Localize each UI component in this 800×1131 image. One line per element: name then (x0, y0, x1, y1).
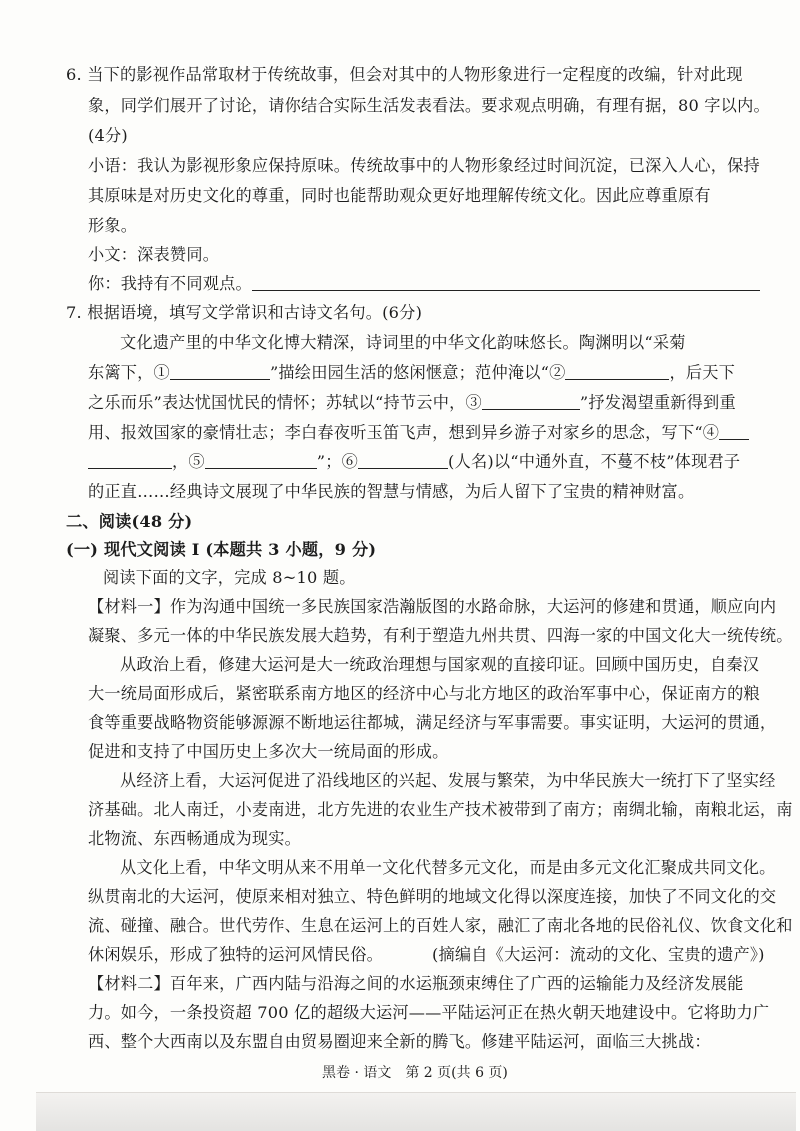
material1-p2-line2: 大一统局面形成后，紧密联系南方地区的经济中心与北方地区的政治军事中心，保证南方的粮 (88, 684, 760, 703)
q7-title: 7. 根据语境，填写文学常识和古诗文名句。(6分) (66, 303, 423, 322)
scan-edge (36, 1092, 796, 1131)
q6-score: (4分) (88, 126, 128, 145)
subsection-heading: (一) 现代文阅读 I (本题共 3 小题，9 分) (66, 540, 377, 559)
material1-p3-line1: 从经济上看，大运河促进了沿线地区的兴起、发展与繁荣，为中华民族大一统打下了坚实经 (120, 771, 776, 790)
xiaoyu-line-2: 其原味是对历史文化的尊重，同时也能帮助观众更好地理解传统文化。因此应尊重原有 (88, 186, 711, 205)
reading-instruction: 阅读下面的文字，完成 8~10 题。 (103, 568, 356, 587)
material1-p4-line4: 休闲娱乐，形成了独特的运河风情民俗。 (88, 945, 383, 964)
blank-1[interactable] (170, 363, 270, 380)
material1-p1-line1: 【材料一】作为沟通中国统一多民族国家浩瀚版图的水路命脉，大运河的修建和贯通，顺应向内 (88, 597, 777, 616)
q7-line-1: 文化遗产里的中华文化博大精深，诗词里的中华文化韵味悠长。陶渊明以“采菊 (120, 333, 686, 352)
xiaoyu-line-1: 小语：我认为影视形象应保持原味。传统故事中的人物形象经过时间沉淀，已深入人心，保持 (88, 156, 760, 175)
material1-p3-line2: 济基础。北人南迁，小麦南进，北方先进的农业生产技术被带到了南方；南绸北输，南粮北运，南 (88, 800, 793, 819)
blank-6[interactable] (358, 452, 448, 469)
material2-line2: 力。如今，一条投资超 700 亿的超级大运河——平陆运河正在热火朝天地建设中。它将助力广 (88, 1003, 770, 1022)
xiaoyu-line-3: 形象。 (88, 216, 138, 235)
material1-p4-line1: 从文化上看，中华文明从来不用单一文化代替多元文化，而是由多元文化汇聚成共同文化。 (120, 858, 776, 877)
material1-p3-line3: 北物流、东西畅通成为现实。 (88, 829, 302, 848)
material1-p1-line2: 凝聚、多元一体的中华民族发展大趋势，有利于塑造九州共贯、四海一家的中国文化大一统传统。 (88, 626, 793, 645)
q6-answer-blank[interactable] (252, 274, 760, 291)
q6-line-2: 象，同学们展开了讨论，请你结合实际生活发表看法。要求观点明确，有理有据，80 字以内。 (88, 96, 770, 115)
material1-p4-line3: 流、碰撞、融合。世代劳作、生息在运河上的百姓人家，融汇了南北各地的民俗礼仪、饮食文化和 (88, 916, 793, 935)
material1-source: (摘编自《大运河：流动的文化、宝贵的遗产》) (432, 945, 765, 964)
material2-line3: 西、整个大西南以及东盟自由贸易圈迎来全新的腾飞。修建平陆运河，面临三大挑战： (88, 1032, 711, 1051)
blank-5[interactable] (205, 452, 317, 469)
q7-line-3: 之乐而乐”表达忧国忧民的情怀；苏轼以“持节云中，③ ”抒发渴望重新得到重 (88, 393, 736, 412)
q7-line-6: 的正直……经典诗文展现了中华民族的智慧与情感，为后人留下了宝贵的精神财富。 (88, 482, 695, 501)
xiaowen-line: 小文：深表赞同。 (88, 245, 220, 264)
section-heading: 二、阅读(48 分) (66, 512, 193, 531)
material2-line1: 【材料二】百年来，广西内陆与沿海之间的水运瓶颈束缚住了广西的运输能力及经济发展能 (88, 974, 744, 993)
page-footer: 黑卷 · 语文 第 2 页(共 6 页) (322, 1065, 508, 1081)
blank-4a[interactable] (719, 423, 749, 440)
blank-4b[interactable] (88, 452, 172, 469)
ni-line (88, 273, 760, 295)
blank-3[interactable] (482, 393, 580, 410)
q6-line-1: 6. 当下的影视作品常取材于传统故事，但会对其中的人物形象进行一定程度的改编，针对此现 (66, 65, 743, 84)
material1-p2-line4: 促进和支持了中国历史上多次大一统局面的形成。 (88, 742, 449, 761)
blank-2[interactable] (565, 363, 669, 380)
material1-p2-line3: 食等重要战略物资能够源源不断地运往都城，满足经济与军事需要。事实证明，大运河的贯通， (88, 713, 777, 732)
ni-label: 你：我持有不同观点。 (88, 274, 252, 293)
q7-line-5: ，⑤ ”；⑥ (人名)以“中通外直，不蔓不枝”体现君子 (88, 451, 740, 473)
material1-p2-line1: 从政治上看，修建大运河是大一统政治理想与国家观的直接印证。回顾中国历史，自秦汉 (120, 655, 760, 674)
material1-p4-line2: 纵贯南北的大运河，使原来相对独立、特色鲜明的地域文化得以深度连接，加快了不同文化的交 (88, 887, 777, 906)
q7-line-4: 用、报效国家的豪情壮志；李白春夜听玉笛飞声，想到异乡游子对家乡的思念，写下“④ (88, 422, 749, 444)
q7-line-2: 东篱下，① ”描绘田园生活的悠闲惬意；范仲淹以“② ，后天下 (88, 363, 736, 382)
